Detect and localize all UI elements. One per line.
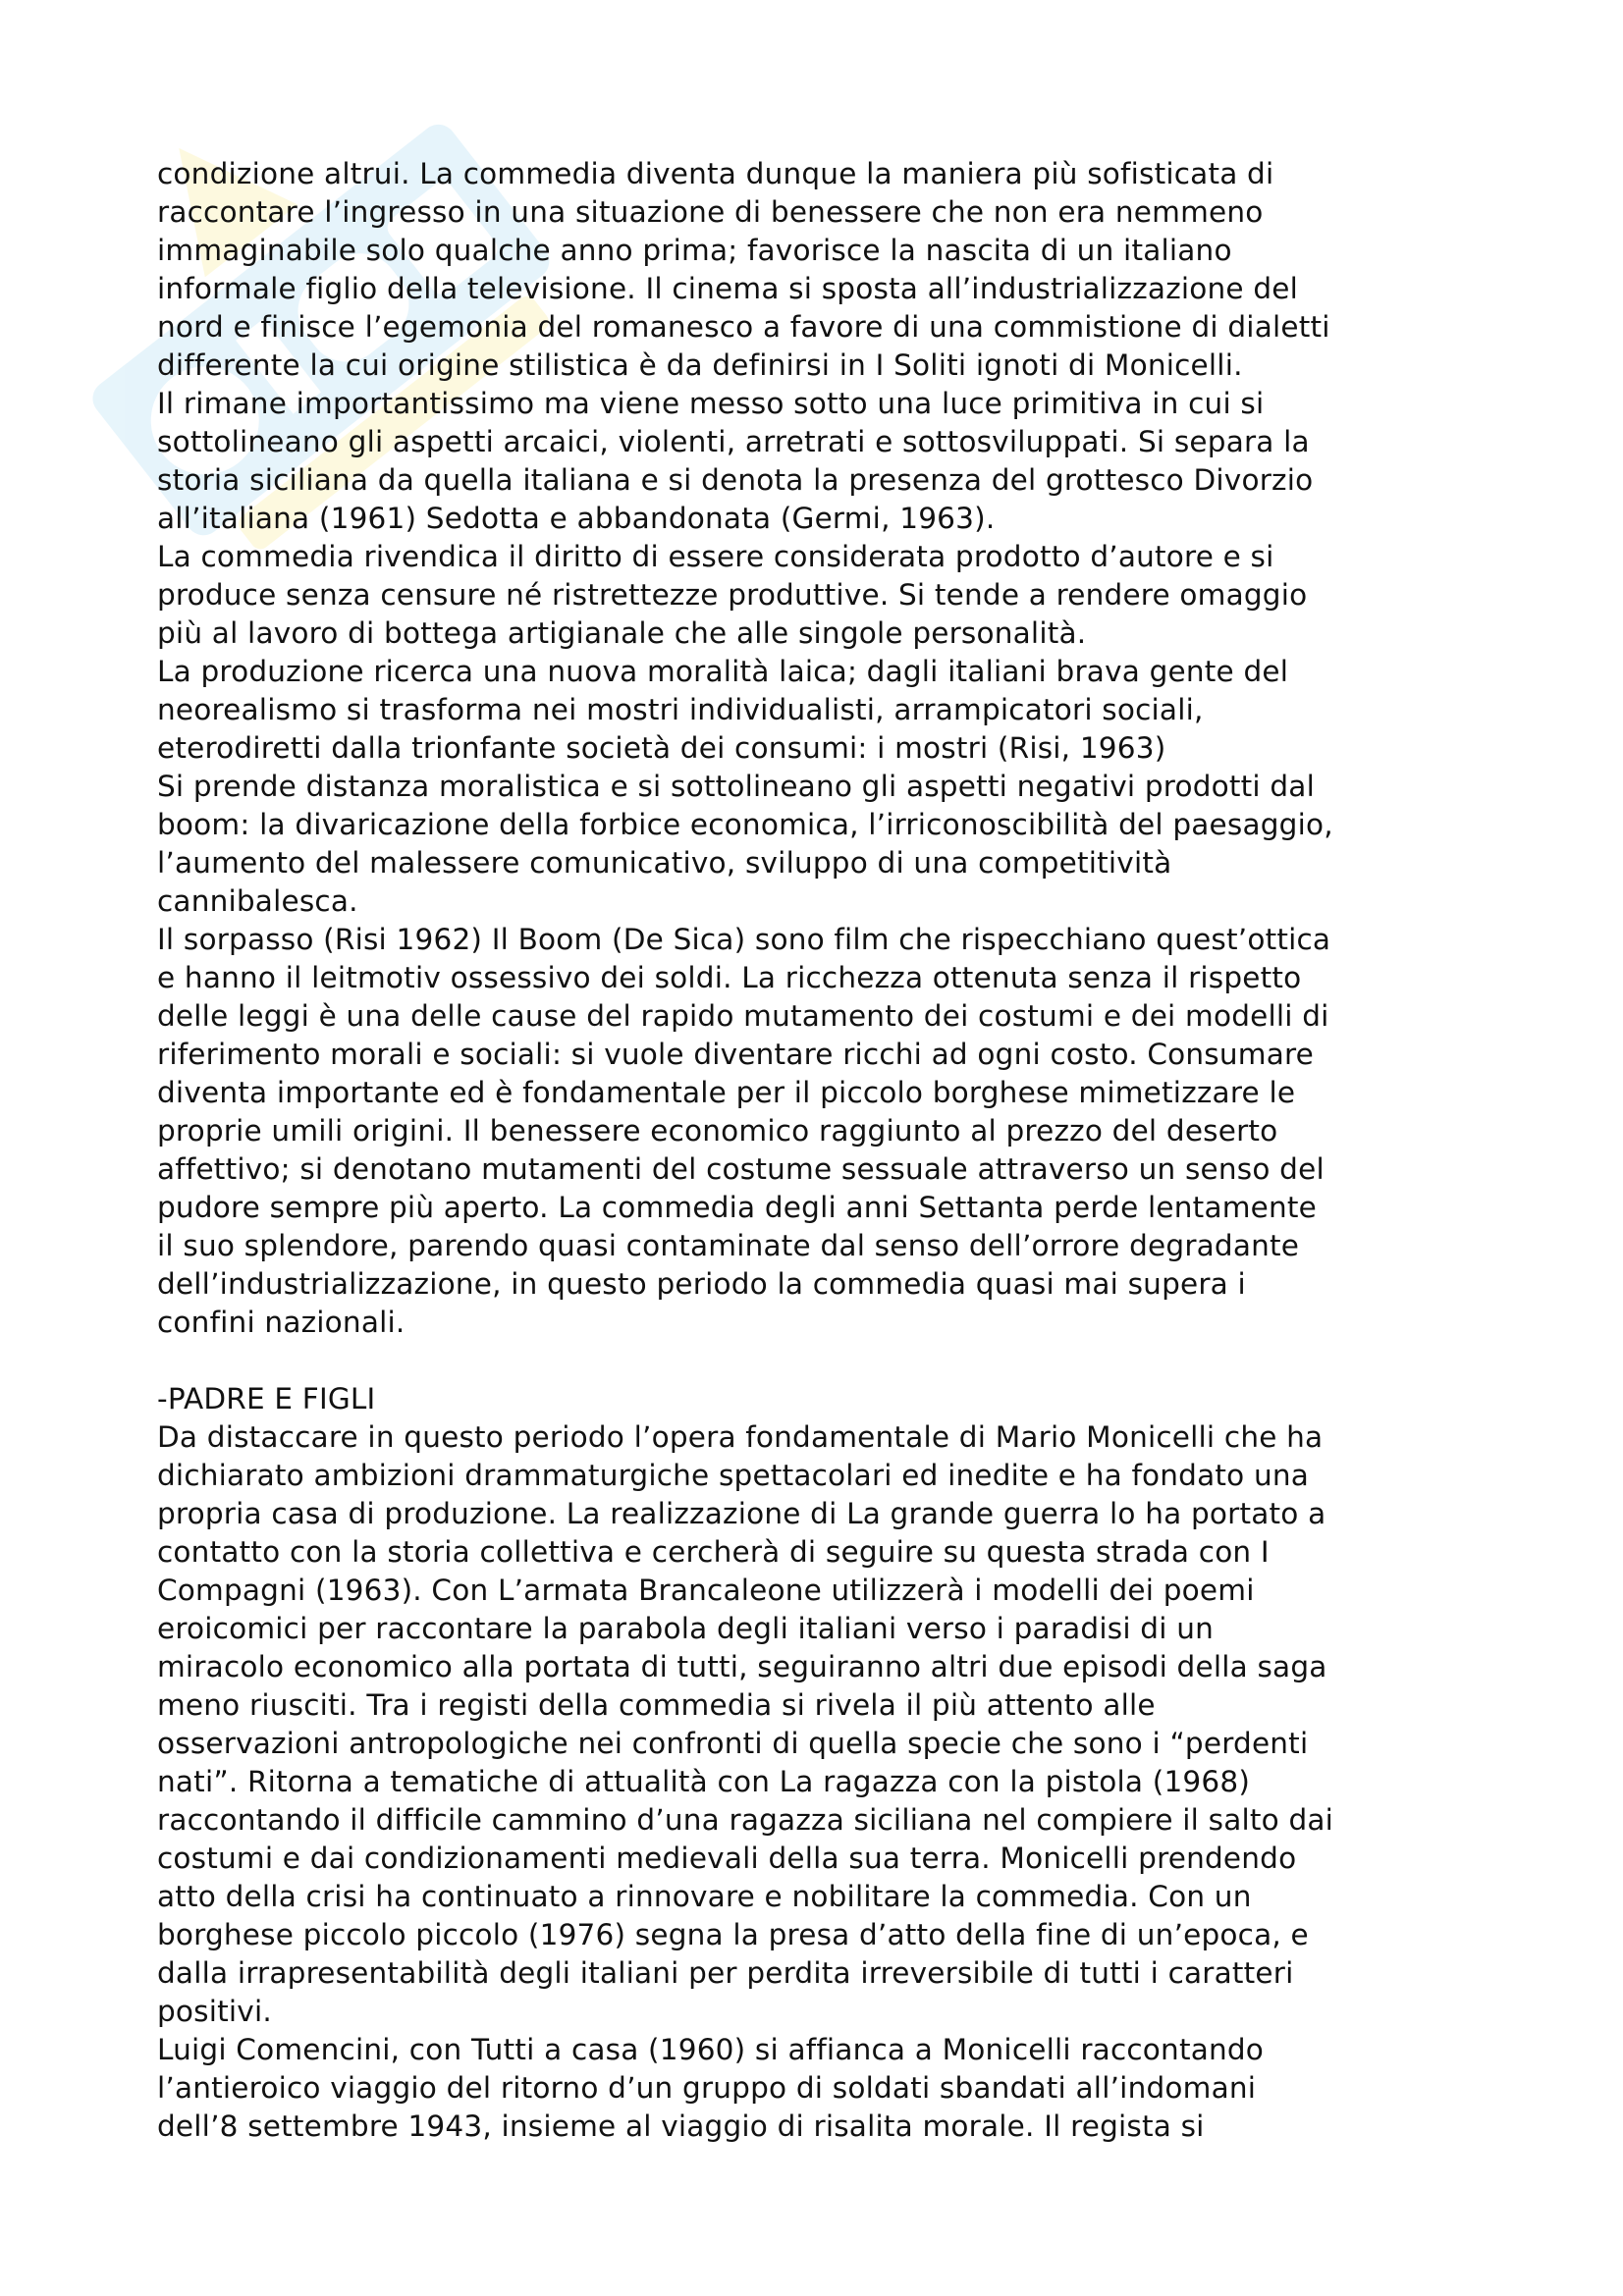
- text-line: La produzione ricerca una nuova moralità laica; dagli italiani brava gente del: [157, 655, 1289, 688]
- text-line: cannibalesca.: [157, 884, 358, 918]
- document-body: [157, 155, 1492, 2146]
- paragraph-block-2: [157, 1418, 1492, 2146]
- text-line: dell’industrializzazione, in questo periodo la commedia quasi mai supera i: [157, 1267, 1246, 1301]
- text-line: eterodiretti dalla trionfante società dei consumi: i mostri (Risi, 1963): [157, 731, 1166, 765]
- text-line: dalla irrapresentabilità degli italiani per perdita irreversibile di tutti i caratteri: [157, 1956, 1294, 1990]
- text-line: boom: la divaricazione della forbice economica, l’irriconoscibilità del paesaggio,: [157, 808, 1333, 841]
- text-line: differente la cui origine stilistica è da definirsi in I Soliti ignoti di Monicelli.: [157, 348, 1243, 382]
- text-line: borghese piccolo piccolo (1976) segna la presa d’atto della fine di un’epoca, e: [157, 1918, 1309, 1951]
- text-line: Il rimane importantissimo ma viene messo sotto una luce primitiva in cui si: [157, 387, 1265, 420]
- text-line: diventa importante ed è fondamentale per il piccolo borghese mimetizzare le: [157, 1076, 1296, 1109]
- text-line: dichiarato ambizioni drammaturgiche spettacolari ed inedite e ha fondato una: [157, 1459, 1310, 1492]
- text-line: dell’8 settembre 1943, insieme al viaggio di risalita morale. Il regista si: [157, 2109, 1205, 2143]
- text-line: propria casa di produzione. La realizzazione di La grande guerra lo ha portato a: [157, 1497, 1326, 1530]
- text-line: Il sorpasso (Risi 1962) Il Boom (De Sica) sono film che rispecchiano quest’ottica: [157, 923, 1331, 956]
- text-line: atto della crisi ha continuato a rinnovare e nobilitare la commedia. Con un: [157, 1880, 1252, 1913]
- text-line: Da distaccare in questo periodo l’opera fondamentale di Mario Monicelli che ha: [157, 1420, 1324, 1454]
- text-line: proprie umili origini. Il benessere economico raggiunto al prezzo del deserto: [157, 1114, 1278, 1148]
- text-line: confini nazionali.: [157, 1306, 406, 1339]
- text-line: il suo splendore, parendo quasi contaminate dal senso dell’orrore degradante: [157, 1229, 1300, 1262]
- text-line: produce senza censure né ristrettezze produttive. Si tende a rendere omaggio: [157, 578, 1308, 612]
- text-line: pudore sempre più aperto. La commedia degli anni Settanta perde lentamente: [157, 1191, 1318, 1224]
- text-line: Luigi Comencini, con Tutti a casa (1960) si affianca a Monicelli raccontando: [157, 2033, 1265, 2066]
- text-line: contatto con la storia collettiva e cercherà di seguire su questa strada con I: [157, 1535, 1270, 1569]
- text-line: condizione altrui. La commedia diventa dunque la maniera più sofisticata di: [157, 157, 1274, 190]
- text-line: Si prende distanza moralistica e si sottolineano gli aspetti negativi prodotti dal: [157, 770, 1315, 803]
- text-line: sottolineano gli aspetti arcaici, violenti, arretrati e sottosviluppati. Si separa la: [157, 425, 1310, 458]
- paragraph-block-1: [157, 155, 1492, 1342]
- text-line: raccontare l’ingresso in una situazione di benessere che non era nemmeno: [157, 195, 1264, 229]
- text-line: più al lavoro di bottega artigianale che alle singole personalità.: [157, 616, 1087, 650]
- text-line: l’aumento del malessere comunicativo, sviluppo di una competitività: [157, 846, 1172, 880]
- section-heading: -PADRE E FIGLI: [157, 1382, 376, 1415]
- text-line: nord e finisce l’egemonia del romanesco a favore di una commistione di dialetti: [157, 310, 1330, 344]
- text-line: raccontando il difficile cammino d’una ragazza siciliana nel compiere il salto dai: [157, 1803, 1334, 1837]
- text-line: affettivo; si denotano mutamenti del costume sessuale attraverso un senso del: [157, 1152, 1325, 1186]
- text-line: eroicomici per raccontare la parabola degli italiani verso i paradisi di un: [157, 1612, 1214, 1645]
- text-line: delle leggi è una delle cause del rapido mutamento dei costumi e dei modelli di: [157, 999, 1329, 1033]
- text-line: positivi.: [157, 1995, 272, 2028]
- text-line: e hanno il leitmotiv ossessivo dei soldi. La ricchezza ottenuta senza il rispetto: [157, 961, 1302, 994]
- text-line: Compagni (1963). Con L’armata Brancaleone utilizzerà i modelli dei poemi: [157, 1574, 1255, 1607]
- text-line: nati”. Ritorna a tematiche di attualità con La ragazza con la pistola (1968): [157, 1765, 1251, 1798]
- text-line: all’italiana (1961) Sedotta e abbandonata (Germi, 1963).: [157, 502, 996, 535]
- text-line: l’antieroico viaggio del ritorno d’un gruppo di soldati sbandati all’indomani: [157, 2071, 1257, 2105]
- text-line: storia siciliana da quella italiana e si denota la presenza del grottesco Divorzio: [157, 463, 1314, 497]
- text-line: meno riusciti. Tra i registi della commedia si rivela il più attento alle: [157, 1688, 1156, 1722]
- text-line: neorealismo si trasforma nei mostri individualisti, arrampicatori sociali,: [157, 693, 1204, 726]
- text-line: La commedia rivendica il diritto di essere considerata prodotto d’autore e si: [157, 540, 1274, 573]
- text-line: informale figlio della televisione. Il cinema si sposta all’industrializzazione del: [157, 272, 1299, 305]
- text-line: riferimento morali e sociali: si vuole diventare ricchi ad ogni costo. Consumare: [157, 1038, 1315, 1071]
- text-line: osservazioni antropologiche nei confronti di quella specie che sono i “perdenti: [157, 1727, 1309, 1760]
- text-line: costumi e dai condizionamenti medievali della sua terra. Monicelli prendendo: [157, 1842, 1297, 1875]
- text-line: miracolo economico alla portata di tutti, seguiranno altri due episodi della saga: [157, 1650, 1327, 1683]
- text-line: immaginabile solo qualche anno prima; favorisce la nascita di un italiano: [157, 234, 1232, 267]
- paragraph-spacer: [157, 1342, 1492, 1380]
